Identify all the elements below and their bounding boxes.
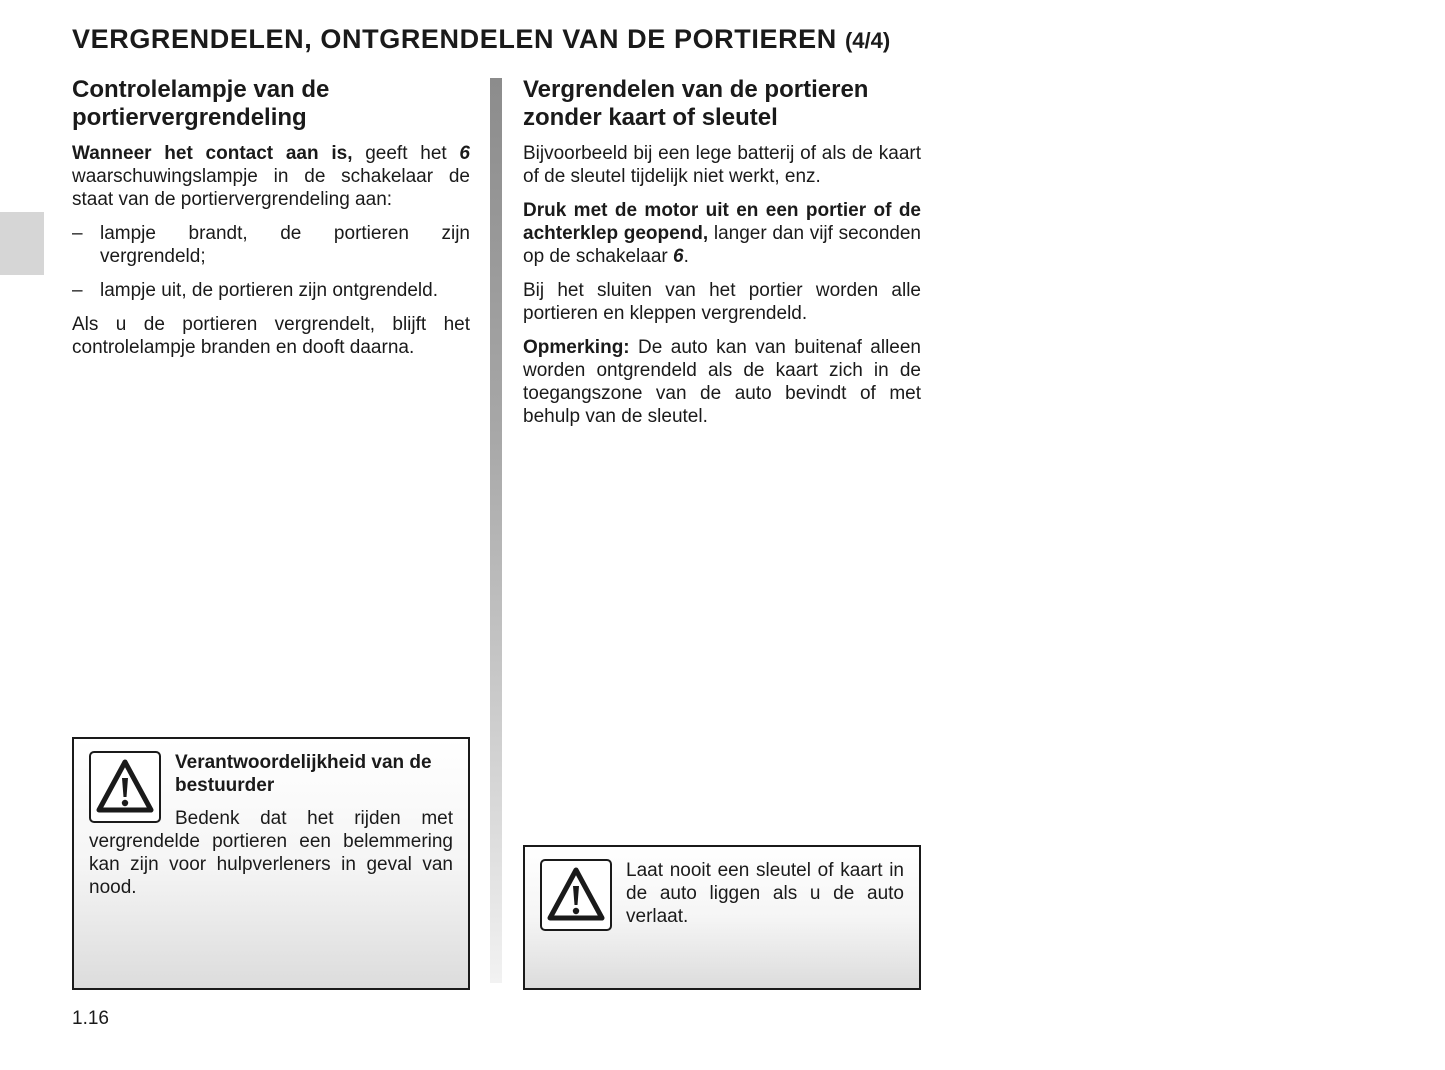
right-para-1: Bijvoorbeeld bij een lege batterij of als de kaart of de sleutel tijdelijk niet werkt, enz. [523,143,921,187]
note-label: Opmerking: [523,337,630,358]
left-intro [72,142,470,211]
warning-triangle-icon [540,859,612,931]
right-para-3: Bij het sluiten van het portier worden alle portieren en kleppen vergrendeld. [523,280,921,324]
page-title-text: VERGRENDELEN, ONTGRENDELEN VAN DE PORTIEREN [72,24,837,54]
left-intro-ref: 6 [459,143,470,164]
right-para-2-bold: Druk met de motor uit en een portier of de achterklep geopend, [523,200,921,244]
list-item: – lampje brandt, de portieren zijn vergrendeld; [72,223,470,267]
page-title-suffix: (4/4) [844,28,891,53]
chapter-tab [0,212,44,275]
warning-text: Bedenk dat het rijden met vergrendelde portieren een belemmering kan zijn voor hulpverleners in geval van nood. [89,808,453,898]
list-item-text: lampje brandt, de portieren zijn vergrendeld; [100,223,470,267]
left-heading: Controlelampje van de portiervergrendeling [72,76,330,131]
page-title [72,24,890,55]
right-para-2 [523,199,921,268]
page-number: 1.16 [72,1008,109,1029]
right-para-2-text: langer dan vijf seconden op de schakelaar [523,223,921,267]
column-divider [490,78,502,983]
list-item-text: lampje uit, de portieren zijn ontgrendeld. [100,280,438,301]
lamp-status-list [72,222,470,302]
right-para-2-ref: 6 [673,246,684,267]
right-column [523,76,921,439]
note-text: De auto kan van buitenaf alleen worden ontgrendeld als de kaart zich in de toegangszone van de auto bevindt of met behulp van de sleutel. [523,337,921,427]
left-closing: Als u de portieren vergrendelt, blijft het controlelampje branden en dooft daarna. [72,314,470,358]
warning-box-driver-responsibility [72,737,470,990]
left-intro-text-2: waarschuwingslampje in de schakelaar de staat van de portiervergrendeling aan: [72,166,470,210]
right-heading: Vergrendelen van de portieren zonder kaart of sleutel [523,76,869,131]
left-column [72,76,470,370]
right-note [523,336,921,428]
warning-text: Laat nooit een sleutel of kaart in de auto liggen als u de auto verlaat. [626,860,904,927]
left-intro-text-1: geeft het [352,143,460,164]
warning-title: Verantwoordelijkheid van de bestuurder [175,752,432,796]
list-item: – lampje uit, de portieren zijn ontgrendeld. [72,280,438,301]
right-para-2-end: . [683,246,689,267]
warning-box-key-card [523,845,921,990]
left-intro-bold: Wanneer het contact aan is, [72,143,353,164]
warning-triangle-icon [89,751,161,823]
